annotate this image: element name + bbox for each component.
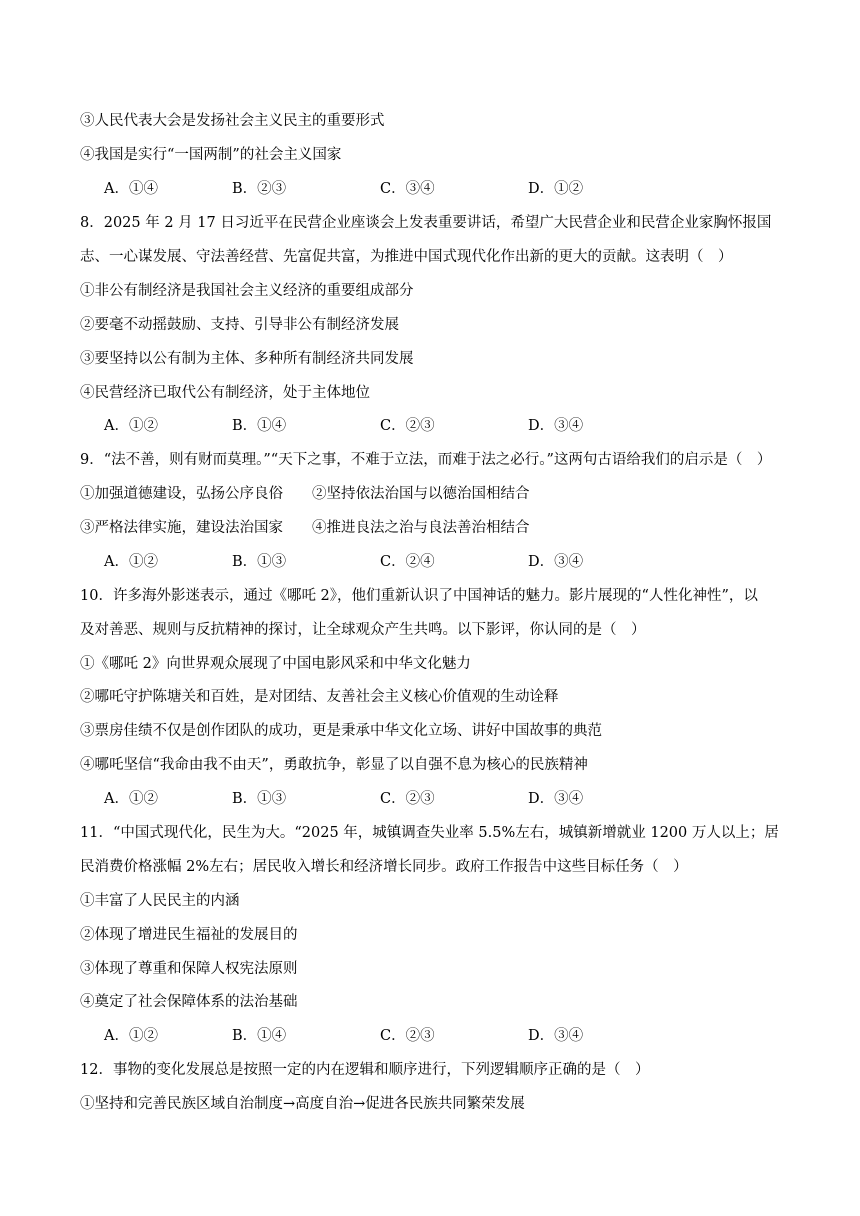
q7-statement-4: ④我国是实行“一国两制”的社会主义国家 <box>80 147 342 163</box>
q8-statement-4: ④民营经济已取代公有制经济，处于主体地位 <box>80 385 370 401</box>
q8-statement-3: ③要坚持以公有制为主体、多种所有制经济共同发展 <box>80 351 414 367</box>
q11-option-d[interactable]: D．③④ <box>528 1028 584 1044</box>
q12-stem-line-1: 12．事物的变化发展总是按照一定的内在逻辑和顺序进行，下列逻辑顺序正确的是（ ） <box>80 1062 650 1078</box>
q11-option-c[interactable]: C．②③ <box>380 1028 435 1044</box>
q7-statement-3: ③人民代表大会是发扬社会主义民主的重要形式 <box>80 113 385 129</box>
q11-stem-line-2: 民消费价格涨幅 2%左右；居民收入增长和经济增长同步。政府工作报告中这些目标任务（ ） <box>80 859 688 875</box>
q8-option-c[interactable]: C．②③ <box>380 418 435 434</box>
q9-option-a[interactable]: A．①② <box>104 554 158 570</box>
q11-statement-3: ③体现了尊重和保障人权宪法原则 <box>80 961 298 977</box>
q9-stem-line-1: 9．“法不善，则有财而莫理。”“天下之事，不难于立法，而难于法之必行。”这两句古语给我们的启示是（ ） <box>80 452 772 468</box>
q11-options <box>80 1026 780 1046</box>
q10-option-c[interactable]: C．②③ <box>380 791 435 807</box>
q10-statement-1: ①《哪吒 2》向世界观众展现了中国电影风采和中华文化魅力 <box>80 656 471 672</box>
q8-stem-line-1: 8．2025 年 2 月 17 日习近平在民营企业座谈会上发表重要讲话，希望广大民营企业和民营企业家胸怀报国 <box>80 215 772 231</box>
q7-options <box>80 179 780 199</box>
q9-statements-row-1: ①加强道德建设，弘扬公序良俗 ②坚持依法治国与以德治国相结合 <box>80 486 530 502</box>
q11-statement-1: ①丰富了人民民主的内涵 <box>80 893 240 909</box>
q9-option-c[interactable]: C．②④ <box>380 554 435 570</box>
q10-options <box>80 789 780 809</box>
q9-statements-row-2: ③严格法律实施，建设法治国家 ④推进良法之治与良法善治相结合 <box>80 520 530 536</box>
q7-option-d[interactable]: D．①② <box>528 181 584 197</box>
q7-option-b[interactable]: B．②③ <box>232 181 287 197</box>
q8-stem-line-2: 志、一心谋发展、守法善经营、先富促共富，为推进中国式现代化作出新的更大的贡献。这表明（ ） <box>80 249 733 265</box>
q8-option-d[interactable]: D．③④ <box>528 418 584 434</box>
q7-option-c[interactable]: C．③④ <box>380 181 435 197</box>
q8-statement-1: ①非公有制经济是我国社会主义经济的重要组成部分 <box>80 283 414 299</box>
q8-options <box>80 416 780 436</box>
q10-stem-line-2: 及对善恶、规则与反抗精神的探讨，让全球观众产生共鸣。以下影评，你认同的是（ ） <box>80 622 646 638</box>
q11-statement-4: ④奠定了社会保障体系的法治基础 <box>80 994 298 1010</box>
q11-statement-2: ②体现了增进民生福祉的发展目的 <box>80 927 298 943</box>
q8-option-b[interactable]: B．①④ <box>232 418 287 434</box>
q10-option-d[interactable]: D．③④ <box>528 791 584 807</box>
q9-option-d[interactable]: D．③④ <box>528 554 584 570</box>
q10-statement-3: ③票房佳绩不仅是创作团队的成功，更是秉承中华文化立场、讲好中国故事的典范 <box>80 723 602 739</box>
q11-stem-line-1: 11．“中国式现代化，民生为大。“2025 年，城镇调查失业率 5.5%左右，城镇新增就业 1200 万人以上；居 <box>80 825 779 841</box>
q9-options <box>80 552 780 572</box>
q8-statement-2: ②要毫不动摇鼓励、支持、引导非公有制经济发展 <box>80 317 399 333</box>
q10-option-a[interactable]: A．①② <box>104 791 158 807</box>
q12-statement-1: ①坚持和完善民族区域自治制度→高度自治→促进各民族共同繁荣发展 <box>80 1096 525 1112</box>
q10-stem-line-1: 10．许多海外影迷表示，通过《哪吒 2》，他们重新认识了中国神话的魅力。影片展现的“人性化神性”，以 <box>80 588 758 604</box>
q11-option-a[interactable]: A．①② <box>104 1028 158 1044</box>
q10-statement-2: ②哪吒守护陈塘关和百姓，是对团结、友善社会主义核心价值观的生动诠释 <box>80 689 559 705</box>
q8-option-a[interactable]: A．①② <box>104 418 158 434</box>
q7-option-a[interactable]: A．①④ <box>104 181 158 197</box>
q10-statement-4: ④哪吒坚信“我命由我不由天”，勇敢抗争，彰显了以自强不息为核心的民族精神 <box>80 757 588 773</box>
q11-option-b[interactable]: B．①④ <box>232 1028 287 1044</box>
q10-option-b[interactable]: B．①③ <box>232 791 287 807</box>
q9-option-b[interactable]: B．①③ <box>232 554 287 570</box>
